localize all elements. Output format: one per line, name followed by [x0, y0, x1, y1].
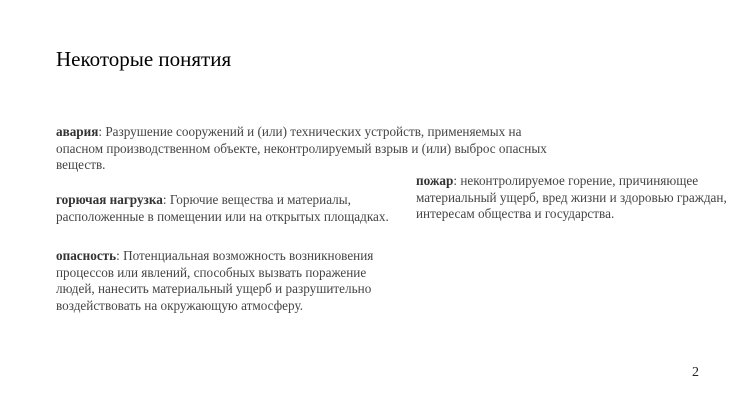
definition-fire-load [56, 192, 416, 225]
term-danger: опасность [56, 248, 117, 263]
definition-fire [416, 173, 746, 223]
definition-accident [56, 124, 596, 174]
definition-danger-line4: воздействовать на окружающую атмосферу. [56, 297, 304, 313]
definition-fire-line1: : неконтролируемое горение, причиняющее [453, 173, 699, 188]
definition-danger [56, 248, 416, 314]
definition-fire-line2: материальный ущерб, вред жизни и здоровью граждан, [416, 189, 727, 205]
definition-fire-load-line2: расположенные в помещении или на открытых площадках. [56, 208, 389, 224]
term-fire: пожар [416, 173, 454, 188]
slide-title: Некоторые понятия [56, 47, 232, 71]
definition-accident-line2: опасном производственном объекте, неконтролируемый взрыв и (или) выброс опасных [56, 140, 547, 156]
definition-accident-line1: : Разрушение сооружений и (или) технических устройств, применяемых на [98, 124, 522, 139]
term-accident: авария [56, 124, 99, 139]
definition-accident-line3: веществ. [56, 157, 106, 173]
definition-danger-line1: : Потенциальная возможность возникновения [116, 248, 374, 263]
definition-fire-line3: интересам общества и государства. [416, 206, 615, 222]
page-number: 2 [692, 365, 699, 380]
definition-danger-line2: процессов или явлений, способных вызвать поражение [56, 264, 367, 280]
term-fire-load: горючая нагрузка [56, 192, 163, 207]
definition-danger-line3: людей, нанесить материальный ущерб и разрушительно [56, 281, 372, 297]
definition-fire-load-line1: : Горючие вещества и материалы, [162, 192, 351, 207]
